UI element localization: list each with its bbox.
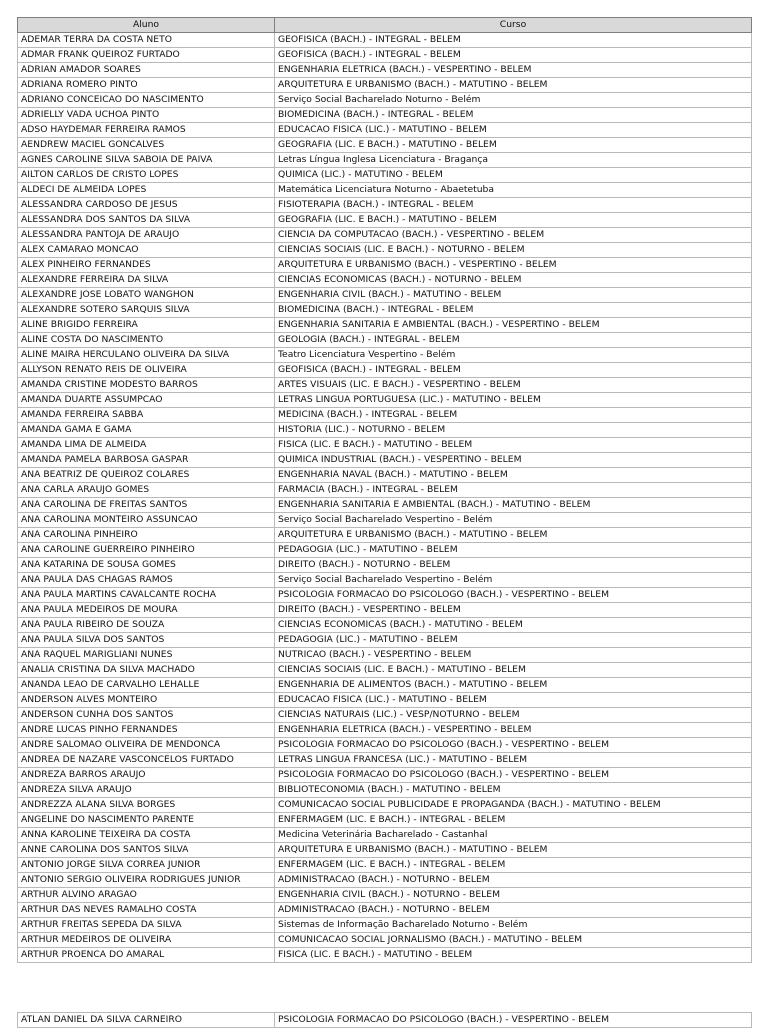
student-name-cell: ALEXANDRE SOTERO SARQUIS SILVA bbox=[18, 303, 275, 318]
table-row bbox=[18, 708, 752, 723]
course-cell: FISIOTERAPIA (BACH.) - INTEGRAL - BELEM bbox=[275, 198, 752, 213]
table-row bbox=[18, 903, 752, 918]
student-name-cell: ANA PAULA DAS CHAGAS RAMOS bbox=[18, 573, 275, 588]
student-name-cell: AMANDA DUARTE ASSUMPCAO bbox=[18, 393, 275, 408]
table-row bbox=[18, 198, 752, 213]
student-name-cell: AILTON CARLOS DE CRISTO LOPES bbox=[18, 168, 275, 183]
course-cell: PEDAGOGIA (LIC.) - MATUTINO - BELEM bbox=[275, 633, 752, 648]
course-cell: Serviço Social Bacharelado Noturno - Belém bbox=[275, 93, 752, 108]
course-cell: COMUNICACAO SOCIAL JORNALISMO (BACH.) - MATUTINO - BELEM bbox=[275, 933, 752, 948]
student-name-cell: ANNE CAROLINA DOS SANTOS SILVA bbox=[18, 843, 275, 858]
table-row bbox=[18, 588, 752, 603]
table-row bbox=[18, 93, 752, 108]
table-row bbox=[18, 633, 752, 648]
student-name-cell: ANANDA LEAO DE CARVALHO LEHALLE bbox=[18, 678, 275, 693]
student-name-cell: ALESSANDRA DOS SANTOS DA SILVA bbox=[18, 213, 275, 228]
course-cell: FISICA (LIC. E BACH.) - MATUTINO - BELEM bbox=[275, 438, 752, 453]
course-cell: FARMACIA (BACH.) - INTEGRAL - BELEM bbox=[275, 483, 752, 498]
course-cell: LETRAS LINGUA FRANCESA (LIC.) - MATUTINO - BELEM bbox=[275, 753, 752, 768]
student-name-cell: ALEX PINHEIRO FERNANDES bbox=[18, 258, 275, 273]
student-name-cell: ANA PAULA MARTINS CAVALCANTE ROCHA bbox=[18, 588, 275, 603]
student-name-cell: ADRIELLY VADA UCHOA PINTO bbox=[18, 108, 275, 123]
table-row bbox=[18, 63, 752, 78]
student-name-cell: ANA PAULA RIBEIRO DE SOUZA bbox=[18, 618, 275, 633]
course-cell: PEDAGOGIA (LIC.) - MATUTINO - BELEM bbox=[275, 543, 752, 558]
course-cell: Letras Língua Inglesa Licenciatura - Bragança bbox=[275, 153, 752, 168]
table-row bbox=[18, 243, 752, 258]
table-row bbox=[18, 183, 752, 198]
course-cell: ADMINISTRACAO (BACH.) - NOTURNO - BELEM bbox=[275, 903, 752, 918]
course-cell: HISTORIA (LIC.) - NOTURNO - BELEM bbox=[275, 423, 752, 438]
course-cell: GEOFISICA (BACH.) - INTEGRAL - BELEM bbox=[275, 363, 752, 378]
student-name-cell: ANA PAULA SILVA DOS SANTOS bbox=[18, 633, 275, 648]
student-name-cell: ALINE COSTA DO NASCIMENTO bbox=[18, 333, 275, 348]
student-name-cell: ALEXANDRE JOSE LOBATO WANGHON bbox=[18, 288, 275, 303]
course-cell: EDUCACAO FISICA (LIC.) - MATUTINO - BELEM bbox=[275, 693, 752, 708]
table-row bbox=[18, 123, 752, 138]
course-cell: Serviço Social Bacharelado Vespertino - Belém bbox=[275, 573, 752, 588]
student-name-cell: ANA CARLA ARAUJO GOMES bbox=[18, 483, 275, 498]
student-name-cell: ANDERSON ALVES MONTEIRO bbox=[18, 693, 275, 708]
table-row bbox=[18, 483, 752, 498]
student-name-cell: ANDERSON CUNHA DOS SANTOS bbox=[18, 708, 275, 723]
table-row bbox=[18, 648, 752, 663]
continued-table bbox=[17, 1012, 752, 1028]
course-cell: GEOGRAFIA (LIC. E BACH.) - MATUTINO - BELEM bbox=[275, 138, 752, 153]
student-name-cell: ADRIANO CONCEICAO DO NASCIMENTO bbox=[18, 93, 275, 108]
course-cell: ADMINISTRACAO (BACH.) - NOTURNO - BELEM bbox=[275, 873, 752, 888]
table-row bbox=[18, 723, 752, 738]
course-cell: CIENCIA DA COMPUTACAO (BACH.) - VESPERTINO - BELEM bbox=[275, 228, 752, 243]
course-cell: ARQUITETURA E URBANISMO (BACH.) - VESPERTINO - BELEM bbox=[275, 258, 752, 273]
course-cell: QUIMICA (LIC.) - MATUTINO - BELEM bbox=[275, 168, 752, 183]
table-row bbox=[18, 873, 752, 888]
table-row bbox=[18, 423, 752, 438]
student-name-cell: ALESSANDRA CARDOSO DE JESUS bbox=[18, 198, 275, 213]
course-cell: Sistemas de Informação Bacharelado Noturno - Belém bbox=[275, 918, 752, 933]
course-cell: Matemática Licenciatura Noturno - Abaetetuba bbox=[275, 183, 752, 198]
student-name-cell: ALINE BRIGIDO FERREIRA bbox=[18, 318, 275, 333]
student-name-cell: AENDREW MACIEL GONCALVES bbox=[18, 138, 275, 153]
table-row bbox=[18, 453, 752, 468]
table-row bbox=[18, 333, 752, 348]
student-name-cell: ANTONIO SERGIO OLIVEIRA RODRIGUES JUNIOR bbox=[18, 873, 275, 888]
table-row bbox=[18, 108, 752, 123]
continued-table-body bbox=[18, 1013, 752, 1028]
course-cell: PSICOLOGIA FORMACAO DO PSICOLOGO (BACH.) - VESPERTINO - BELEM bbox=[275, 1013, 752, 1028]
course-cell: PSICOLOGIA FORMACAO DO PSICOLOGO (BACH.) - VESPERTINO - BELEM bbox=[275, 588, 752, 603]
table-row bbox=[18, 888, 752, 903]
table-row bbox=[18, 273, 752, 288]
table-row bbox=[18, 33, 752, 48]
student-name-cell: ANALIA CRISTINA DA SILVA MACHADO bbox=[18, 663, 275, 678]
course-cell: NUTRICAO (BACH.) - VESPERTINO - BELEM bbox=[275, 648, 752, 663]
table-row bbox=[18, 843, 752, 858]
student-name-cell: ANA CAROLINE GUERREIRO PINHEIRO bbox=[18, 543, 275, 558]
table-row bbox=[18, 213, 752, 228]
student-name-cell: ALEXANDRE FERREIRA DA SILVA bbox=[18, 273, 275, 288]
table-row bbox=[18, 168, 752, 183]
course-cell: ENGENHARIA SANITARIA E AMBIENTAL (BACH.) - MATUTINO - BELEM bbox=[275, 498, 752, 513]
course-cell: ENGENHARIA CIVIL (BACH.) - MATUTINO - BELEM bbox=[275, 288, 752, 303]
student-name-cell: ANDREZA SILVA ARAUJO bbox=[18, 783, 275, 798]
table-row bbox=[18, 48, 752, 63]
table-row bbox=[18, 933, 752, 948]
course-cell: LETRAS LINGUA PORTUGUESA (LIC.) - MATUTINO - BELEM bbox=[275, 393, 752, 408]
table-row bbox=[18, 378, 752, 393]
student-name-cell: AMANDA LIMA DE ALMEIDA bbox=[18, 438, 275, 453]
table-row bbox=[18, 543, 752, 558]
course-cell: BIOMEDICINA (BACH.) - INTEGRAL - BELEM bbox=[275, 108, 752, 123]
table-row bbox=[18, 948, 752, 963]
course-cell: GEOLOGIA (BACH.) - INTEGRAL - BELEM bbox=[275, 333, 752, 348]
student-name-cell: ALESSANDRA PANTOJA DE ARAUJO bbox=[18, 228, 275, 243]
course-cell: ARTES VISUAIS (LIC. E BACH.) - VESPERTINO - BELEM bbox=[275, 378, 752, 393]
table-row bbox=[18, 558, 752, 573]
course-cell: DIREITO (BACH.) - VESPERTINO - BELEM bbox=[275, 603, 752, 618]
student-name-cell: ALDECI DE ALMEIDA LOPES bbox=[18, 183, 275, 198]
course-cell: ENGENHARIA ELETRICA (BACH.) - VESPERTINO - BELEM bbox=[275, 63, 752, 78]
course-cell: ARQUITETURA E URBANISMO (BACH.) - MATUTINO - BELEM bbox=[275, 528, 752, 543]
course-cell: CIENCIAS ECONOMICAS (BACH.) - NOTURNO - BELEM bbox=[275, 273, 752, 288]
course-cell: CIENCIAS ECONOMICAS (BACH.) - MATUTINO - BELEM bbox=[275, 618, 752, 633]
student-name-cell: ATLAN DANIEL DA SILVA CARNEIRO bbox=[18, 1013, 275, 1028]
table-row bbox=[18, 288, 752, 303]
table-row bbox=[18, 393, 752, 408]
student-name-cell: ANA PAULA MEDEIROS DE MOURA bbox=[18, 603, 275, 618]
table-row bbox=[18, 663, 752, 678]
student-name-cell: ARTHUR MEDEIROS DE OLIVEIRA bbox=[18, 933, 275, 948]
course-cell: GEOGRAFIA (LIC. E BACH.) - MATUTINO - BELEM bbox=[275, 213, 752, 228]
student-name-cell: ANTONIO JORGE SILVA CORREA JUNIOR bbox=[18, 858, 275, 873]
table-row bbox=[18, 753, 752, 768]
student-name-cell: AMANDA PAMELA BARBOSA GASPAR bbox=[18, 453, 275, 468]
course-cell: MEDICINA (BACH.) - INTEGRAL - BELEM bbox=[275, 408, 752, 423]
table-header-row bbox=[18, 18, 752, 33]
table-row bbox=[18, 918, 752, 933]
student-name-cell: ARTHUR DAS NEVES RAMALHO COSTA bbox=[18, 903, 275, 918]
column-header-curso: Curso bbox=[275, 18, 752, 33]
course-cell: BIBLIOTECONOMIA (BACH.) - MATUTINO - BELEM bbox=[275, 783, 752, 798]
student-name-cell: ANDREZZA ALANA SILVA BORGES bbox=[18, 798, 275, 813]
course-cell: ENFERMAGEM (LIC. E BACH.) - INTEGRAL - BELEM bbox=[275, 858, 752, 873]
table-row bbox=[18, 603, 752, 618]
course-cell: QUIMICA INDUSTRIAL (BACH.) - VESPERTINO - BELEM bbox=[275, 453, 752, 468]
table-row bbox=[18, 468, 752, 483]
table-row bbox=[18, 318, 752, 333]
course-cell: Teatro Licenciatura Vespertino - Belém bbox=[275, 348, 752, 363]
table-row bbox=[18, 798, 752, 813]
course-cell: COMUNICACAO SOCIAL PUBLICIDADE E PROPAGANDA (BACH.) - MATUTINO - BELEM bbox=[275, 798, 752, 813]
student-name-cell: ANA RAQUEL MARIGLIANI NUNES bbox=[18, 648, 275, 663]
table-row bbox=[18, 858, 752, 873]
course-cell: ENGENHARIA DE ALIMENTOS (BACH.) - MATUTINO - BELEM bbox=[275, 678, 752, 693]
course-cell: ENFERMAGEM (LIC. E BACH.) - INTEGRAL - BELEM bbox=[275, 813, 752, 828]
student-name-cell: ANA CAROLINA MONTEIRO ASSUNCAO bbox=[18, 513, 275, 528]
student-name-cell: AMANDA GAMA E GAMA bbox=[18, 423, 275, 438]
student-name-cell: ANDRE SALOMAO OLIVEIRA DE MENDONCA bbox=[18, 738, 275, 753]
student-name-cell: ANDREZA BARROS ARAUJO bbox=[18, 768, 275, 783]
student-name-cell: ALLYSON RENATO REIS DE OLIVEIRA bbox=[18, 363, 275, 378]
table-row bbox=[18, 363, 752, 378]
table-row bbox=[18, 153, 752, 168]
student-name-cell: ADMAR FRANK QUEIROZ FURTADO bbox=[18, 48, 275, 63]
table-row bbox=[18, 1013, 752, 1028]
table-row bbox=[18, 573, 752, 588]
table-body bbox=[18, 33, 752, 963]
student-name-cell: ANA BEATRIZ DE QUEIROZ COLARES bbox=[18, 468, 275, 483]
course-cell: CIENCIAS NATURAIS (LIC.) - VESP/NOTURNO - BELEM bbox=[275, 708, 752, 723]
table-row bbox=[18, 693, 752, 708]
table-row bbox=[18, 813, 752, 828]
table-row bbox=[18, 408, 752, 423]
course-cell: FISICA (LIC. E BACH.) - MATUTINO - BELEM bbox=[275, 948, 752, 963]
course-cell: ARQUITETURA E URBANISMO (BACH.) - MATUTINO - BELEM bbox=[275, 843, 752, 858]
student-name-cell: ANDREA DE NAZARE VASCONCELOS FURTADO bbox=[18, 753, 275, 768]
course-cell: ARQUITETURA E URBANISMO (BACH.) - MATUTINO - BELEM bbox=[275, 78, 752, 93]
student-name-cell: ANA CAROLINA PINHEIRO bbox=[18, 528, 275, 543]
table-row bbox=[18, 303, 752, 318]
student-name-cell: AMANDA CRISTINE MODESTO BARROS bbox=[18, 378, 275, 393]
table-row bbox=[18, 498, 752, 513]
course-cell: ENGENHARIA ELETRICA (BACH.) - VESPERTINO - BELEM bbox=[275, 723, 752, 738]
student-name-cell: AGNES CAROLINE SILVA SABOIA DE PAIVA bbox=[18, 153, 275, 168]
student-name-cell: ADRIAN AMADOR SOARES bbox=[18, 63, 275, 78]
table-row bbox=[18, 348, 752, 363]
course-cell: CIENCIAS SOCIAIS (LIC. E BACH.) - NOTURNO - BELEM bbox=[275, 243, 752, 258]
student-name-cell: ALEX CAMARAO MONCAO bbox=[18, 243, 275, 258]
course-cell: PSICOLOGIA FORMACAO DO PSICOLOGO (BACH.) - VESPERTINO - BELEM bbox=[275, 738, 752, 753]
student-name-cell: ALINE MAIRA HERCULANO OLIVEIRA DA SILVA bbox=[18, 348, 275, 363]
student-course-table bbox=[17, 17, 752, 963]
course-cell: GEOFISICA (BACH.) - INTEGRAL - BELEM bbox=[275, 48, 752, 63]
student-name-cell: ARTHUR ALVINO ARAGAO bbox=[18, 888, 275, 903]
course-cell: EDUCACAO FISICA (LIC.) - MATUTINO - BELEM bbox=[275, 123, 752, 138]
table-row bbox=[18, 78, 752, 93]
course-cell: CIENCIAS SOCIAIS (LIC. E BACH.) - MATUTINO - BELEM bbox=[275, 663, 752, 678]
table-row bbox=[18, 828, 752, 843]
student-name-cell: ARTHUR FREITAS SEPEDA DA SILVA bbox=[18, 918, 275, 933]
course-cell: Medicina Veterinária Bacharelado - Castanhal bbox=[275, 828, 752, 843]
table-row bbox=[18, 228, 752, 243]
course-cell: Serviço Social Bacharelado Vespertino - Belém bbox=[275, 513, 752, 528]
student-name-cell: ANDRE LUCAS PINHO FERNANDES bbox=[18, 723, 275, 738]
table-row bbox=[18, 528, 752, 543]
student-name-cell: ANGELINE DO NASCIMENTO PARENTE bbox=[18, 813, 275, 828]
table-row bbox=[18, 513, 752, 528]
table-row bbox=[18, 258, 752, 273]
course-cell: PSICOLOGIA FORMACAO DO PSICOLOGO (BACH.) - VESPERTINO - BELEM bbox=[275, 768, 752, 783]
student-name-cell: ADSO HAYDEMAR FERREIRA RAMOS bbox=[18, 123, 275, 138]
table-row bbox=[18, 618, 752, 633]
table-row bbox=[18, 738, 752, 753]
student-name-cell: ANNA KAROLINE TEIXEIRA DA COSTA bbox=[18, 828, 275, 843]
course-cell: ENGENHARIA SANITARIA E AMBIENTAL (BACH.) - VESPERTINO - BELEM bbox=[275, 318, 752, 333]
student-name-cell: ADRIANA ROMERO PINTO bbox=[18, 78, 275, 93]
column-header-aluno: Aluno bbox=[18, 18, 275, 33]
table-row bbox=[18, 783, 752, 798]
course-cell: BIOMEDICINA (BACH.) - INTEGRAL - BELEM bbox=[275, 303, 752, 318]
student-name-cell: AMANDA FERREIRA SABBA bbox=[18, 408, 275, 423]
course-cell: GEOFISICA (BACH.) - INTEGRAL - BELEM bbox=[275, 33, 752, 48]
table-row bbox=[18, 438, 752, 453]
course-cell: ENGENHARIA CIVIL (BACH.) - NOTURNO - BELEM bbox=[275, 888, 752, 903]
table-row bbox=[18, 768, 752, 783]
course-cell: DIREITO (BACH.) - NOTURNO - BELEM bbox=[275, 558, 752, 573]
student-name-cell: ANA KATARINA DE SOUSA GOMES bbox=[18, 558, 275, 573]
student-name-cell: ARTHUR PROENCA DO AMARAL bbox=[18, 948, 275, 963]
table-row bbox=[18, 138, 752, 153]
table-row bbox=[18, 678, 752, 693]
student-name-cell: ANA CAROLINA DE FREITAS SANTOS bbox=[18, 498, 275, 513]
student-name-cell: ADEMAR TERRA DA COSTA NETO bbox=[18, 33, 275, 48]
course-cell: ENGENHARIA NAVAL (BACH.) - MATUTINO - BELEM bbox=[275, 468, 752, 483]
